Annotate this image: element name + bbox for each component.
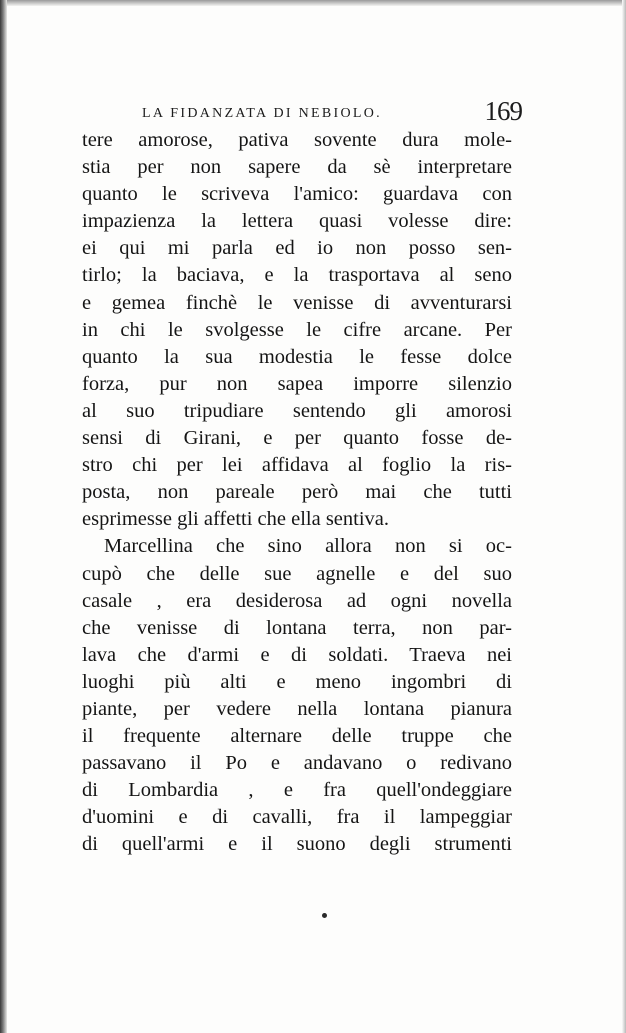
body-text — [82, 127, 512, 859]
text-line: che venisse di lontana terra, non par- — [82, 616, 512, 639]
text-line: di Lombardia , e fra quell'ondeggiare — [82, 779, 512, 802]
text-line: forza, pur non sapea imporre silenzio — [82, 372, 512, 395]
text-line: cupò che delle sue agnelle e del suo — [82, 562, 512, 585]
text-line: impazienza la lettera quasi volesse dire: — [82, 210, 512, 233]
text-line: posta, non pareale però mai che tutti — [82, 481, 512, 504]
text-line: sensi di Girani, e per quanto fosse de- — [82, 427, 512, 450]
text-line: lava che d'armi e di soldati. Traeva nei — [82, 643, 512, 666]
text-line: in chi le svolgesse le cifre arcane. Per — [82, 318, 512, 341]
page-binding-edge — [0, 0, 7, 1033]
text-line: piante, per vedere nella lontana pianura — [82, 697, 512, 720]
text-line: di quell'armi e il suono degli strumenti — [82, 833, 512, 856]
text-line: Marcellina che sino allora non si oc- — [104, 535, 512, 558]
paragraph-2 — [82, 533, 512, 858]
text-line: luoghi più alti e meno ingombri di — [82, 670, 512, 693]
running-head — [142, 92, 522, 132]
text-line: quanto la sua modestia le fesse dolce — [82, 345, 512, 368]
text-line: tirlo; la baciava, e la trasportava al seno — [82, 264, 512, 287]
page-number: 169 — [484, 96, 522, 126]
text-line: d'uomini e di cavalli, fra il lampeggiar — [82, 806, 512, 829]
text-line: tere amorose, pativa sovente dura mole- — [82, 129, 512, 151]
text-line: stia per non sapere da sè interpretare — [82, 156, 512, 179]
text-line: passavano il Po e andavano o redivano — [82, 752, 512, 775]
text-line: quanto le scriveva l'amico: guardava con — [82, 183, 512, 206]
text-line: esprimesse gli affetti che ella sentiva. — [82, 508, 390, 531]
running-title: LA FIDANZATA DI NEBIOLO. — [142, 106, 382, 121]
text-line: il frequente alternare delle truppe che — [82, 725, 512, 748]
paragraph-1 — [82, 127, 512, 533]
text-line: ei qui mi parla ed io non posso sen- — [82, 237, 512, 260]
text-line: al suo tripudiare sentendo gli amorosi — [82, 399, 512, 422]
ink-mark — [322, 913, 327, 918]
text-line: e gemea finchè le venisse di avventurarsi — [82, 291, 512, 314]
text-line: stro chi per lei affidava al foglio la ris- — [82, 454, 512, 477]
page-top-edge — [0, 0, 626, 6]
page-right-edge — [622, 0, 626, 1033]
text-line: casale , era desiderosa ad ogni novella — [82, 589, 512, 612]
